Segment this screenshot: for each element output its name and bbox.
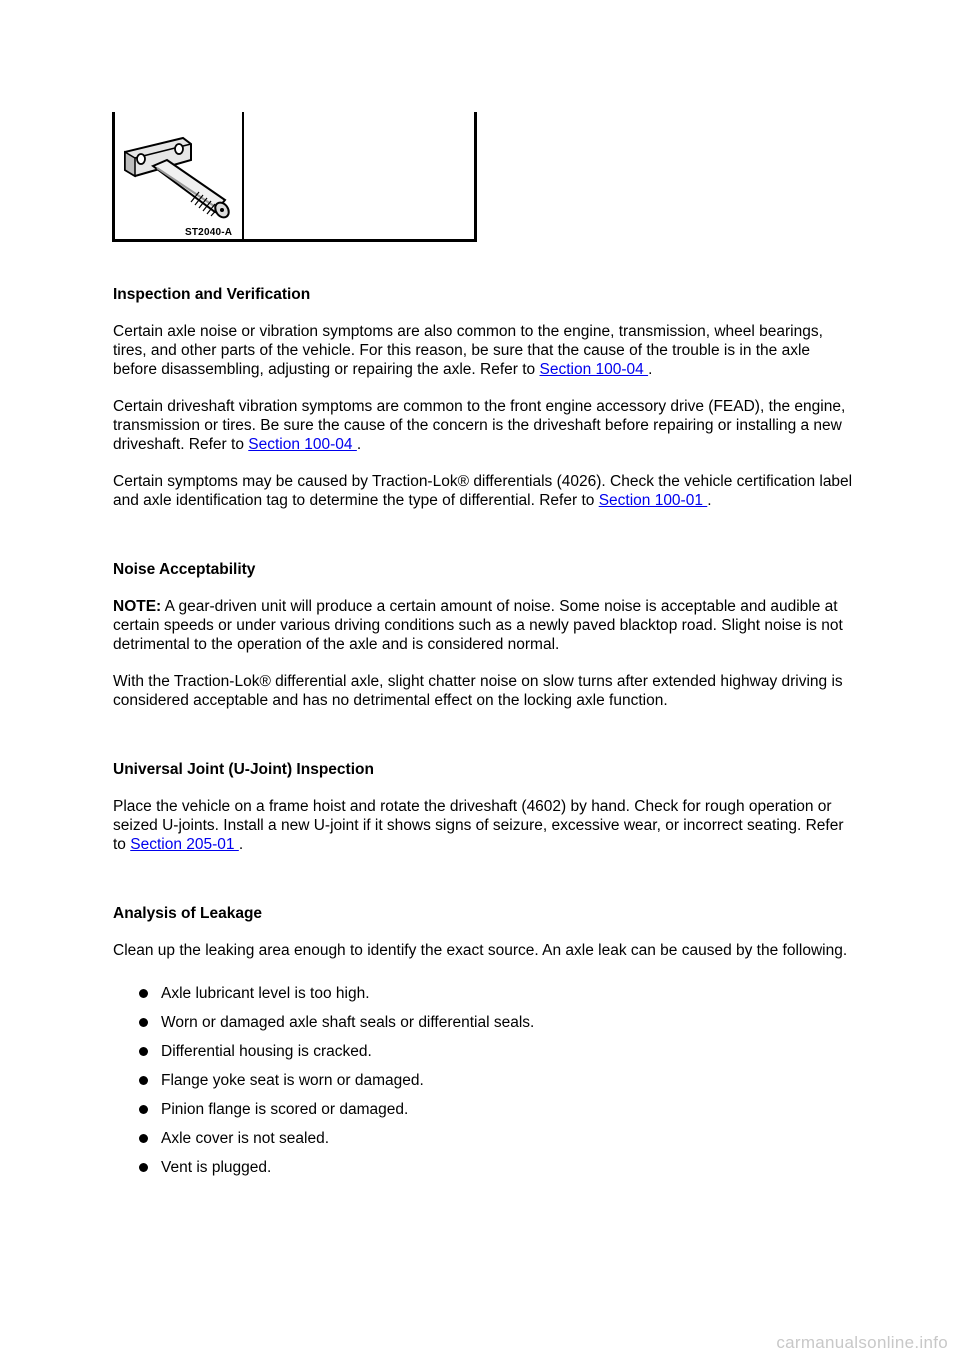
site-watermark: carmanualsonline.info: [776, 1333, 948, 1352]
inspection-paragraph-1: [113, 322, 853, 379]
list-item: [139, 984, 853, 1003]
bullet-icon: [139, 1163, 148, 1172]
paragraph-text: Place the vehicle on a frame hoist and rotate the driveshaft (4602) by hand. Check for rough operation or seized U-joints. Install a new U-joint if it shows signs of seizure, excessive wear, or incorrect seating. Refer to: [113, 798, 844, 853]
figure-divider: [242, 112, 244, 239]
section-link-205-01[interactable]: Section 205-01: [130, 836, 239, 853]
noise-note: [113, 597, 853, 654]
leakage-paragraph-1: Clean up the leaking area enough to identify the exact source. An axle leak can be caused by the following.: [113, 942, 848, 959]
list-item-text: Flange yoke seat is worn or damaged.: [161, 1072, 424, 1089]
figure-caption: ST2040-A: [185, 227, 233, 238]
list-item-text: Axle lubricant level is too high.: [161, 985, 370, 1002]
list-item: [139, 1042, 853, 1061]
bullet-icon: [139, 989, 148, 998]
special-tool-figure: [112, 112, 477, 242]
bullet-icon: [139, 1047, 148, 1056]
bullet-icon: [139, 1105, 148, 1114]
section-heading-inspection: Inspection and Verification: [113, 286, 311, 303]
document-body: [113, 285, 853, 1187]
bullet-icon: [139, 1076, 148, 1085]
list-item: [139, 1071, 853, 1090]
note-text: A gear-driven unit will produce a certain amount of noise. Some noise is acceptable and audible at certain speeds or under various driving conditions such as a newly paved blacktop road. Slight noise is not detrimental to the operation of the axle and is considered normal.: [113, 598, 843, 653]
paragraph-text: Certain axle noise or vibration symptoms are also common to the engine, transmission, wheel bearings, tires, and other parts of the vehicle. For this reason, be sure that the cause of the trouble is in the axle before disassembling, adjusting or repairing the axle. Refer to: [113, 323, 823, 378]
section-heading-leakage: Analysis of Leakage: [113, 905, 263, 922]
note-label: NOTE:: [113, 598, 162, 615]
ujoint-paragraph-1: [113, 797, 853, 854]
paragraph-end: .: [707, 492, 712, 509]
section-heading-noise: Noise Acceptability: [113, 561, 256, 578]
inspection-paragraph-3: [113, 472, 853, 510]
bullet-icon: [139, 1018, 148, 1027]
axle-shaft-tool-icon: [119, 130, 239, 238]
list-item-text: Differential housing is cracked.: [161, 1043, 372, 1060]
list-item: [139, 1129, 853, 1148]
section-link-100-04[interactable]: Section 100-04: [539, 361, 649, 378]
list-item-text: Axle cover is not sealed.: [161, 1130, 330, 1147]
paragraph-text: Certain symptoms may be caused by Traction-Lok® differentials (4026). Check the vehicle certification label and axle identification tag to determine the type of differential. Refer to: [113, 473, 853, 509]
paragraph-end: .: [238, 836, 244, 853]
list-item-text: Vent is plugged.: [161, 1159, 272, 1176]
paragraph-text: Certain driveshaft vibration symptoms are common to the front engine accessory drive (FEAD), the engine, transmission or tires. Be sure the cause of the concern is the driveshaft before repairing or installing a new driveshaft. Refer to: [113, 398, 846, 453]
paragraph-end: .: [356, 436, 362, 453]
leakage-cause-list: [113, 984, 853, 1177]
list-item-text: Pinion flange is scored or damaged.: [161, 1101, 409, 1118]
section-link-100-01[interactable]: Section 100-01: [598, 492, 708, 509]
bullet-icon: [139, 1134, 148, 1143]
section-link-100-04[interactable]: Section 100-04: [248, 436, 357, 453]
section-heading-ujoint: Universal Joint (U-Joint) Inspection: [113, 761, 374, 778]
list-item: [139, 1158, 853, 1177]
inspection-paragraph-2: [113, 397, 853, 454]
list-item: [139, 1013, 853, 1032]
list-item-text: Worn or damaged axle shaft seals or differential seals.: [161, 1014, 535, 1031]
list-item: [139, 1100, 853, 1119]
noise-paragraph-2: With the Traction-Lok® differential axle, slight chatter noise on slow turns after extended highway driving is considered acceptable and has no detrimental effect on the locking axle function.: [113, 673, 843, 709]
paragraph-end: .: [648, 361, 653, 378]
